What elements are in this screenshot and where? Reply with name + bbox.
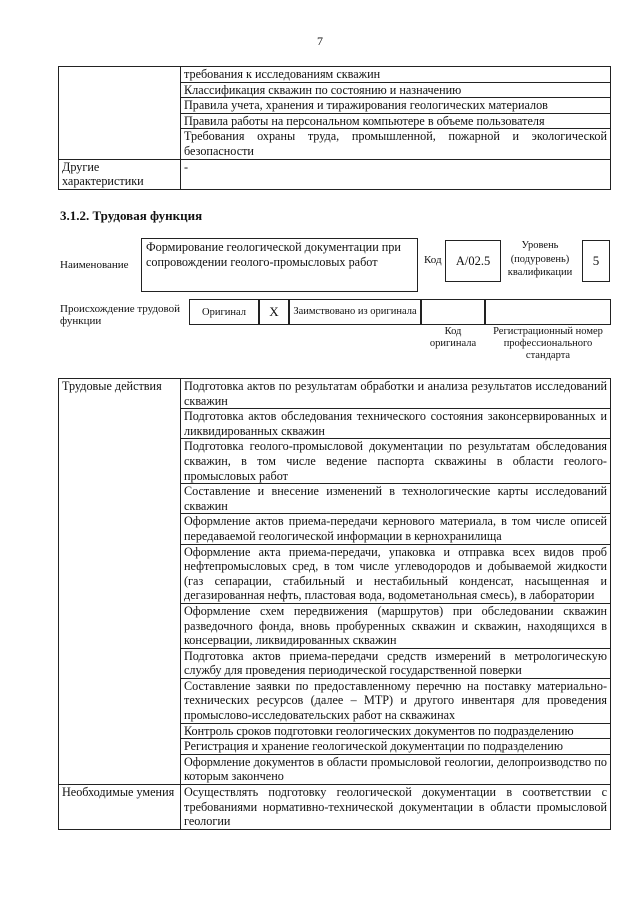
skill-item: Осуществлять подготовку геологической документации в соответствии с требованиями нормативно-технической документации в области промысловой геологии <box>181 785 611 830</box>
table-row <box>59 785 611 830</box>
knowledge-item: Правила учета, хранения и тиражирования геологических материалов <box>181 98 611 114</box>
labor-action-item: Подготовка актов приема-передачи средств измерений в метрологическую службу для проведения периодической государственной поверки <box>181 648 611 678</box>
labor-action-item: Регистрация и хранение геологической документации по подразделению <box>181 739 611 755</box>
borrowed-label: Заимствовано из оригинала <box>289 299 421 325</box>
function-name: Формирование геологической документации при сопровождении геолого-промысловых работ <box>141 238 418 292</box>
original-label: Оригинал <box>189 299 259 325</box>
reg-caption: Регистрационный номер профессионального стандарта <box>493 326 603 361</box>
labor-action-item: Контроль сроков подготовки геологических документов по подразделению <box>181 723 611 739</box>
labor-action-item: Оформление актов приема-передачи кернового материала, в том числе описей передаваемой геологической информации в кернохранилища <box>181 514 611 544</box>
code-label: Код <box>424 254 442 266</box>
origin-label: Происхождение трудовой функции <box>60 303 181 327</box>
page-number: 7 <box>317 34 323 48</box>
level-label: Уровень (подуровень) квалификации <box>507 240 573 278</box>
qualification-level: 5 <box>582 240 610 282</box>
labor-action-item: Подготовка актов по результатам обработки и анализа результатов исследований скважин <box>181 379 611 409</box>
labor-action-item: Подготовка геолого-промысловой документации по результатам обследования скважин, в том числе ведение паспорта скважины в области геолого-промысловых работ <box>181 439 611 484</box>
table-row <box>59 67 611 83</box>
knowledge-item: Требования охраны труда, промышленной, пожарной и экологической безопасности <box>181 129 611 159</box>
labor-action-item: Составление и внесение изменений в технологические карты исследований скважин <box>181 484 611 514</box>
knowledge-item: требования к исследованиям скважин <box>181 67 611 83</box>
knowledge-table <box>58 66 611 190</box>
origin-row <box>189 299 611 325</box>
name-label: Наименование <box>60 259 129 271</box>
labor-action-item: Составление заявки по предоставленному перечню на поставку материально-технических ресурсов (далее – МТР) и другого инвентаря для проведения промыслово-исследовательских работ на скважинах <box>181 678 611 723</box>
function-code: А/02.5 <box>445 240 501 282</box>
labor-action-item: Оформление схем передвижения (маршрутов) при обследовании скважин разведочного фонда, вновь пробуренных скважин и скважин, находящихся в консервации, ликвидированных скважин <box>181 603 611 648</box>
other-characteristics-label: Другие характеристики <box>59 159 181 189</box>
knowledge-item: Классификация скважин по состоянию и назначению <box>181 82 611 98</box>
labor-action-item: Оформление акта приема-передачи, упаковка и отправка всех видов проб нефтепромысловых сред, в том числе углеводородов и добываемой жидкости (газ сепарации, стабильный и нестабильный конденсат, насыщенная и дегазированная нефть, пластовая вода, водометанольная смесь), в лаборатории <box>181 544 611 603</box>
labor-action-item: Оформление документов в области промысловой геологии, делопроизводство по которым закончено <box>181 754 611 784</box>
reg-number-cell <box>485 299 611 325</box>
other-characteristics-value: - <box>181 159 611 189</box>
original-mark: X <box>259 299 289 325</box>
labor-function-table <box>58 378 611 830</box>
original-code-cell <box>421 299 485 325</box>
section-title: 3.1.2. Трудовая функция <box>60 208 203 223</box>
code-caption: Код оригинала <box>429 326 477 349</box>
labor-actions-label: Трудовые действия <box>59 379 181 785</box>
table-row <box>59 379 611 409</box>
table-row <box>59 159 611 189</box>
empty-cell <box>59 67 181 160</box>
skills-label: Необходимые умения <box>59 785 181 830</box>
labor-action-item: Подготовка актов обследования технического состояния законсервированных и ликвидированных скважин <box>181 409 611 439</box>
knowledge-item: Правила работы на персональном компьютере в объеме пользователя <box>181 113 611 129</box>
